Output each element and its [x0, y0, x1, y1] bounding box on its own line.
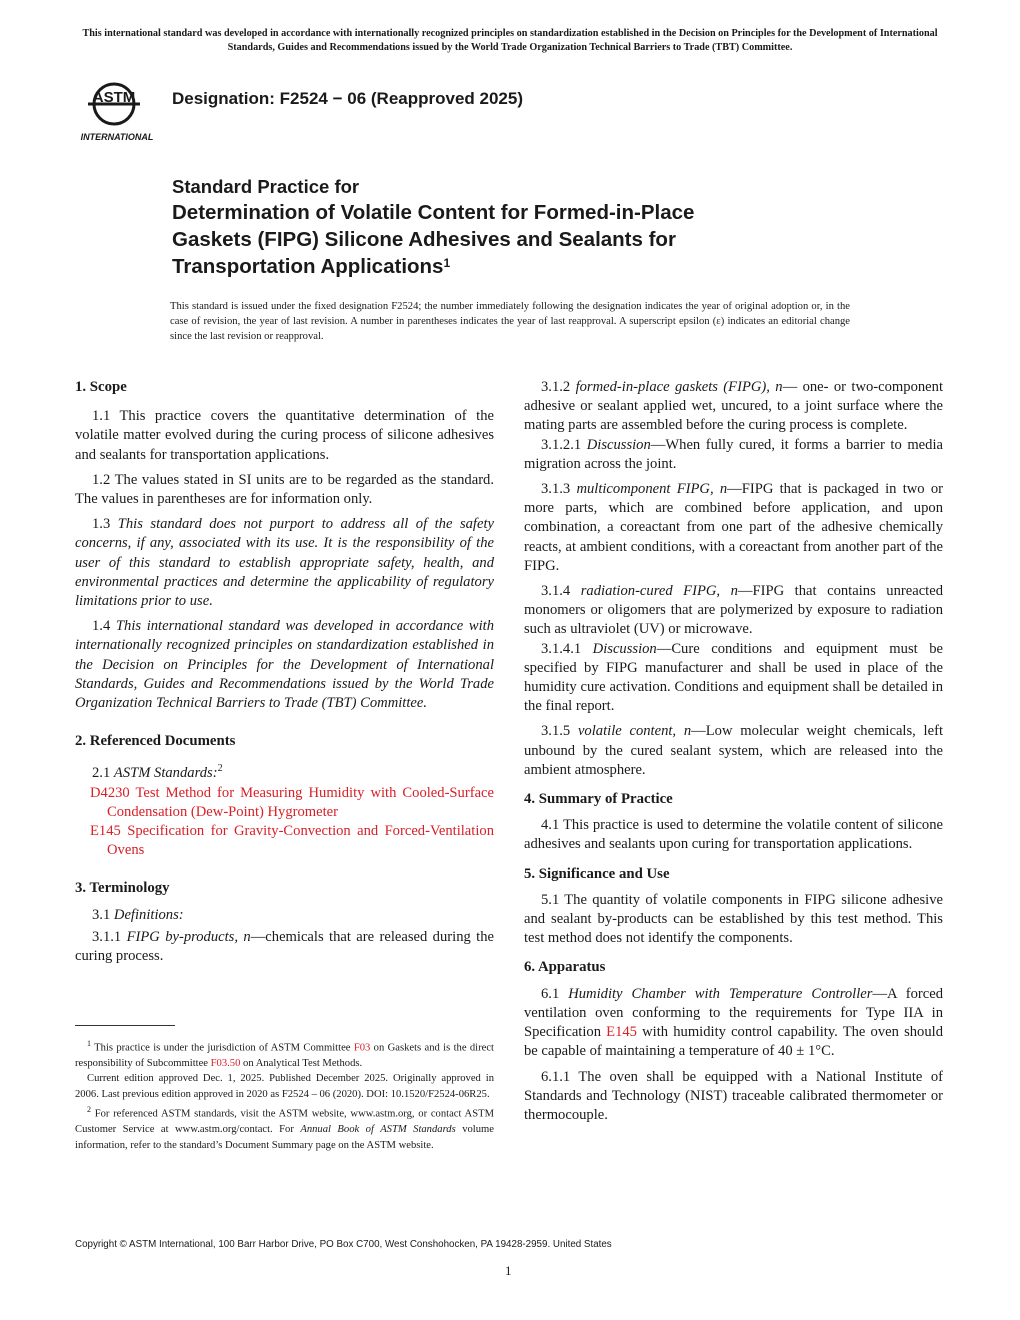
title-line-2: Gaskets (FIPG) Silicone Adhesives and Sealants for [172, 228, 676, 251]
paragraph-3-1-4: 3.1.4 radiation-cured FIPG, n—FIPG that contains unreacted monomers or oligomers that are polymerized by exposure to radiation such as ultraviolet (UV) or microwave. [524, 583, 944, 638]
title-footnote-mark: 1 [443, 256, 451, 270]
committee-link[interactable]: F03 [353, 1042, 371, 1054]
section-heading-summary: 4. Summary of Practice [524, 791, 673, 808]
paragraph-3-1-1: 3.1.1 FIPG by-products, n—chemicals that are released during the curing process. [75, 928, 494, 964]
reference-item [75, 822, 494, 860]
reference-link-e145-inline[interactable]: E145 [606, 1024, 637, 1041]
page-number: 1 [505, 1263, 512, 1278]
title-line-3: Transportation Applications [172, 255, 444, 278]
title-kind: Standard Practice for [172, 176, 360, 197]
reference-title[interactable]: Test Method for Measuring Humidity with Cooled-Surface Condensation (Dew-Point) Hygrometer [107, 784, 494, 820]
section-heading-terminology: 3. Terminology [75, 880, 170, 897]
reference-title[interactable]: Specification for Gravity-Convection and Forced-Ventilation Ovens [107, 822, 494, 859]
footnote-1: $^1$ This practice is under the jurisdiction of ASTM Committee F03 on Gaskets and is the direct responsibility of Subcommittee F03.50 on Analytical Test Methods. [75, 1039, 494, 1069]
paragraph-3-1-5: 3.1.5 volatile content, n—Low molecular weight chemicals, left unbound by the cured sealant system, which are released into the ambient atmosphere. [524, 723, 944, 778]
paragraph-3-1: 3.1 Definitions: [92, 906, 184, 923]
footnotes [75, 1036, 494, 1153]
section-heading-apparatus: 6. Apparatus [524, 959, 606, 976]
footnote-2: $^2$ For referenced ASTM standards, visit the ASTM website, www.astm.org, or contact ASTM Customer Service at www.astm.org/contact. For Annual Book of ASTM Standards volume information, refer to the standard’s Document Summary page on the ASTM website. [75, 1105, 494, 1151]
paragraph-1-4: 1.4 This international standard was developed in accordance with internationally recognized principles on standardization established in the Decision on Principles for the Development of International Standards, Guides and Recommendations issued by the World Trade Organization Technical Barriers to Trade (TBT) Committee. [75, 618, 495, 712]
section-heading-scope: 1. Scope [75, 379, 127, 395]
title-line-1: Determination of Volatile Content for Formed-in-Place [172, 201, 695, 224]
paragraph-1-1: 1.1 This practice covers the quantitative determination of the volatile matter evolved during the curing process of silicone adhesives and sealants for transportation applications. [75, 408, 494, 463]
paragraph-6-1-1: 6.1.1 The oven shall be equipped with a National Institute of Standards and Technology (NIST) traceable calibrated thermometer or thermocouple. [524, 1068, 943, 1123]
paragraph-4-1: 4.1 This practice is used to determine the volatile content of silicone adhesives and sealants upon curing for transportation applications. [524, 817, 943, 853]
paragraph-1-3: 1.3 This standard does not purport to address all of the safety concerns, if any, associated with its use. It is the responsibility of the user of this standard to establish appropriate safety, health, and environmental practices and determine the applicability of regulatory limitations prior to use. [75, 516, 494, 610]
footnote-divider [75, 1025, 175, 1026]
subcommittee-link[interactable]: F03.50 [210, 1057, 241, 1069]
paragraph-5-1: 5.1 The quantity of volatile components in FIPG silicone adhesive and sealant by-products can be established by this test method. This test method does not identify the components. [524, 891, 943, 947]
right-column [524, 378, 943, 1125]
paragraph-1-2: 1.2 The values stated in SI units are to be regarded as the standard. The values in parentheses are for information only. [75, 471, 494, 508]
copyright-line: Copyright © ASTM International, 100 Barr Harbor Drive, PO Box C700, West Conshohocken, PA 19428-2959. United States [75, 1239, 612, 1250]
logo-mark: ASTM [92, 89, 136, 106]
logo-subtext: INTERNATIONAL [80, 132, 154, 142]
footnote-edition: Current edition approved Dec. 1, 2025. Published December 2025. Originally approved in 2006. Last previous edition approved in 2020 as F2524 – 06 (2020). DOI: 10.1520/F2524-06R25. [75, 1073, 494, 1100]
paragraph-6-1: 6.1 Humidity Chamber with Temperature Controller—A forced ventilation oven conforming to the requirements for Type IIA in Specification E145 with humidity control capability. The oven should be capable of maintaining a temperature of 40 ± 1°C. [524, 985, 943, 1060]
designation: Designation: F2524 − 06 (Reapproved 2025) [172, 89, 523, 108]
reference-link-e145[interactable]: E145 [90, 822, 121, 839]
left-column [75, 378, 494, 966]
section-heading-significance: 5. Significance and Use [524, 865, 670, 882]
paragraph-3-1-2: 3.1.2 formed-in-place gaskets (FIPG), n— one- or two-component adhesive or sealant applied wet, uncured, to a joint surface where the mating parts are assembled before the curing process is complete. [524, 379, 943, 434]
document-title [172, 174, 872, 283]
section-heading-referenced: 2. Referenced Documents [75, 733, 236, 750]
standard-notice: This international standard was developed in accordance with internationally recognized principles on standardization established in the Decision on Principles for the Development of International Standards, Guides and Recommendations issued by the World Trade Organization Technical Barriers to Trade (TBT) Committee. [82, 28, 938, 53]
reference-item [75, 784, 494, 822]
paragraph-2-1: 2.1 ASTM Standards:$^2$ [92, 763, 223, 782]
reference-link-d4230[interactable]: D4230 [90, 784, 130, 801]
paragraph-3-1-2-1: 3.1.2.1 Discussion—When fully cured, it forms a barrier to media migration across the joint. [524, 436, 943, 472]
astm-logo [74, 76, 160, 146]
paragraph-3-1-4-1: 3.1.4.1 Discussion—Cure conditions and equipment must be specified by FIPG manufacturer and shall be used in place of the humidity cure activation. Conditions and equipment shall be detailed in the final report. [524, 640, 943, 715]
paragraph-3-1-3: 3.1.3 multicomponent FIPG, n—FIPG that is packaged in two or more parts, which are combined before application, and upon combination, a coreactant from one part of the adhesive chemically reacts, at ambient conditions, with a coreactant from another part of the FIPG. [524, 481, 943, 574]
issued-note: This standard is issued under the fixed designation F2524; the number immediately following the designation indicates the year of original adoption or, in the case of revision, the year of last revision. A number in parentheses indicates the year of last reapproval. A superscript epsilon (ε) indicates an editorial change since the last revision or reapproval. [170, 301, 850, 342]
